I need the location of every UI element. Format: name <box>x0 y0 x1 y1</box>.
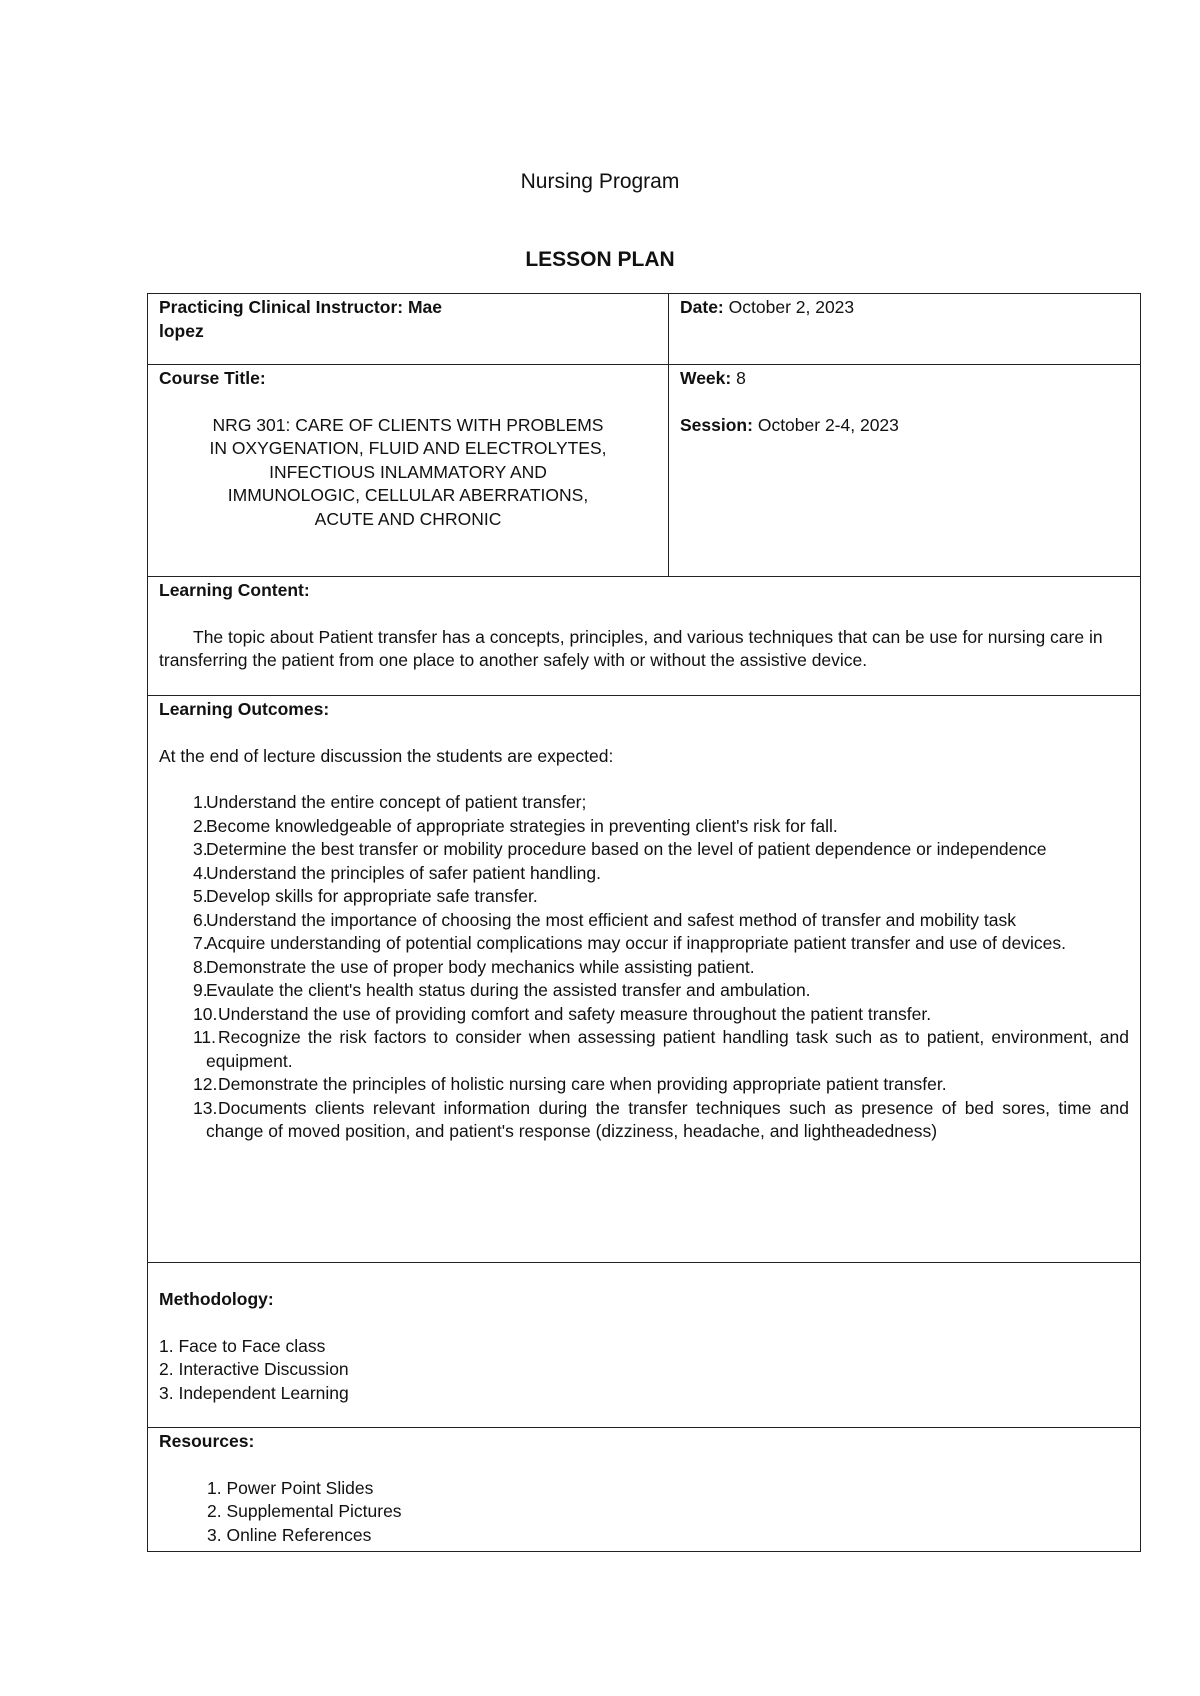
outcome-item <box>159 815 1129 839</box>
outcome-text: Determine the best transfer or mobility procedure based on the level of patient dependence or independence <box>206 839 1047 859</box>
outcome-text: Documents clients relevant information during the transfer techniques such as presence of bed sores, time and change of moved position, and patient's response (dizziness, headache, and lightheadedness) <box>206 1097 1129 1141</box>
instructor-name-first: Mae <box>407 297 442 317</box>
outcome-text: Understand the entire concept of patient transfer; <box>206 792 587 812</box>
resources-list <box>159 1477 1129 1548</box>
methodology-list <box>159 1335 1129 1406</box>
resource-item: 3. Online References <box>207 1524 372 1545</box>
instructor-cell <box>148 294 669 365</box>
outcome-number: 1. <box>193 792 208 812</box>
outcome-text: Develop skills for appropriate safe transfer. <box>206 886 538 906</box>
course-cell <box>148 365 669 577</box>
session-label: Session: <box>680 414 753 435</box>
methodology-cell <box>148 1263 1141 1428</box>
outcome-text: Become knowledgeable of appropriate strategies in preventing client's risk for fall. <box>206 815 838 836</box>
session-line <box>680 414 1129 438</box>
outcome-number: 2. <box>193 815 208 836</box>
course-title-line: IN OXYGENATION, FLUID AND ELECTROLYTES, <box>209 438 607 458</box>
outcome-item <box>159 956 1129 980</box>
outcome-number: 7. <box>193 933 208 953</box>
resources-label: Resources: <box>159 1431 255 1451</box>
outcome-text: Evaulate the client's health status during the assisted transfer and ambulation. <box>206 980 811 1000</box>
lesson-plan-table <box>147 293 1141 1552</box>
resource-item: 2. Supplemental Pictures <box>207 1501 402 1521</box>
learning-content-cell <box>148 577 1141 696</box>
outcome-text: Recognize the risk factors to consider when assessing patient handling task such as to patient, environment, and equipment. <box>206 1027 1129 1071</box>
week-value: 8 <box>736 368 746 388</box>
date-label: Date: <box>680 297 724 317</box>
date-cell <box>669 294 1141 365</box>
learning-outcomes-intro: At the end of lecture discussion the students are expected: <box>159 745 614 766</box>
course-title-line: INFECTIOUS INLAMMATORY AND <box>269 461 547 482</box>
course-title-text <box>159 414 657 532</box>
course-title-line: NRG 301: CARE OF CLIENTS WITH PROBLEMS <box>212 414 604 435</box>
learning-outcomes-label: Learning Outcomes: <box>159 699 330 719</box>
learning-content-text: The topic about Patient transfer has a concepts, principles, and various techniques that can be use for nursing care in transferring the patient from one place to another safely with or without the assistive device. <box>159 626 1103 670</box>
outcome-number: 4. <box>193 862 208 883</box>
outcome-item <box>159 1097 1129 1144</box>
outcome-number: 10. <box>193 1003 218 1024</box>
outcome-text: Acquire understanding of potential complications may occur if inappropriate patient transfer and use of devices. <box>206 933 1066 953</box>
resource-item: 1. Power Point Slides <box>207 1477 374 1498</box>
outcome-item <box>159 838 1129 862</box>
outcome-number: 9. <box>193 980 208 1000</box>
outcome-number: 13. <box>193 1097 218 1118</box>
outcome-text: Demonstrate the use of proper body mechanics while assisting patient. <box>206 956 755 977</box>
outcome-item <box>159 791 1129 815</box>
outcome-item <box>159 1073 1129 1097</box>
outcome-number: 8. <box>193 956 208 977</box>
outcome-item <box>159 885 1129 909</box>
learning-outcomes-cell <box>148 696 1141 1263</box>
program-title: Nursing Program <box>520 170 680 193</box>
outcome-text: Understand the importance of choosing the most efficient and safest method of transfer and mobility task <box>206 909 1016 930</box>
outcome-number: 5. <box>193 886 208 906</box>
outcome-number: 3. <box>193 839 208 859</box>
methodology-label: Methodology: <box>159 1289 274 1309</box>
lesson-plan-title: LESSON PLAN <box>525 248 675 271</box>
outcome-item <box>159 909 1129 933</box>
outcome-text: Demonstrate the principles of holistic nursing care when providing appropriate patient transfer. <box>218 1074 947 1094</box>
outcome-number: 6. <box>193 909 208 930</box>
week-line <box>680 367 1129 391</box>
course-title-line: IMMUNOLOGIC, CELLULAR ABERRATIONS, <box>227 485 589 505</box>
instructor-name-last: lopez <box>159 320 204 341</box>
session-value: October 2-4, 2023 <box>757 414 899 435</box>
week-session-cell <box>669 365 1141 577</box>
course-title-label: Course Title: <box>159 368 266 388</box>
outcome-item <box>159 1026 1129 1073</box>
course-title-line: ACUTE AND CHRONIC <box>314 508 502 529</box>
date-value: October 2, 2023 <box>728 297 855 317</box>
learning-outcomes-list <box>159 791 1129 1144</box>
instructor-label: Practicing Clinical Instructor: <box>159 297 404 317</box>
outcome-item <box>159 862 1129 886</box>
outcome-item <box>159 932 1129 956</box>
outcome-number: 12. <box>193 1074 218 1094</box>
methodology-item: 3. Independent Learning <box>159 1382 349 1403</box>
methodology-item: 1. Face to Face class <box>159 1335 326 1356</box>
outcome-text: Understand the principles of safer patient handling. <box>206 862 601 883</box>
outcome-number: 11. <box>193 1027 217 1047</box>
learning-content-label: Learning Content: <box>159 580 310 600</box>
methodology-item: 2. Interactive Discussion <box>159 1359 349 1379</box>
outcome-item <box>159 1003 1129 1027</box>
resources-cell <box>148 1428 1141 1552</box>
outcome-item <box>159 979 1129 1003</box>
outcome-text: Understand the use of providing comfort and safety measure throughout the patient transfer. <box>218 1003 932 1024</box>
week-label: Week: <box>680 368 732 388</box>
